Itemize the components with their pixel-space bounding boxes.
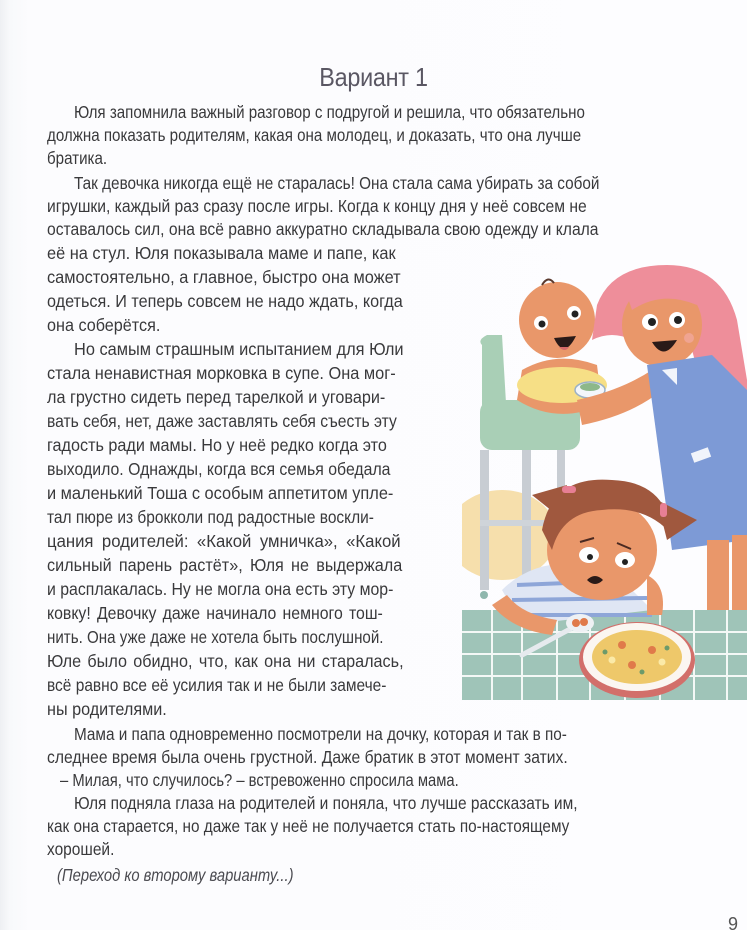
text-line: гадость ради мамы. Но у неё редко когда это (47, 435, 387, 455)
text-line: сильный парень растёт», Юля не выдержала (47, 555, 403, 575)
text-line: хорошей. (47, 839, 115, 859)
baby (517, 279, 607, 413)
text-line: всё равно все её усилия так и не были замече- (47, 675, 387, 695)
text-line: как она старается, но даже так у неё не получается стать по-настоящему (47, 816, 570, 836)
text-line: ны родителями. (47, 699, 167, 719)
page-title: Вариант 1 (319, 62, 428, 92)
text-line: выходило. Однажды, когда вся семья обедала (47, 459, 391, 479)
text-line: братика. (47, 148, 108, 168)
text-line: следнее время была очень грустной. Даже братик в этот момент затих. (47, 747, 568, 767)
text-line: Мама и папа одновременно посмотрели на дочку, которая и так в по- (74, 724, 567, 744)
text-line: Юля подняла глаза на родителей и поняла, что лучше рассказать им, (74, 793, 578, 813)
text-line: оставалось сил, она всё равно аккуратно складывала свою одежду и клала (47, 219, 599, 239)
footer-note: (Переход ко второму варианту...) (57, 865, 294, 885)
text-line: тал пюре из брокколи под радостные воскли- (47, 507, 374, 527)
text-line: ла грустно сидеть перед тарелкой и уговари- (47, 387, 386, 407)
text-line: Но самым страшным испытанием для Юли (74, 339, 404, 359)
text-line: Юля запомнила важный разговор с подругой и решила, что обязательно (74, 102, 585, 122)
text-line: вать себя, нет, даже заставлять себя съесть эту (47, 411, 397, 431)
text-line: она соберётся. (47, 315, 161, 335)
text-line: – Милая, что случилось? – встревоженно спросила мама. (60, 770, 459, 790)
text-line: и расплакалась. Ну не могла она есть эту мор- (47, 579, 394, 599)
text-line: ковку! Девочку даже начинало немного тош- (47, 603, 383, 623)
text-line: Юле было обидно, что, как она ни старалась, (47, 651, 404, 671)
text-line: нить. Она уже даже не хотела быть послушной. (47, 627, 384, 647)
text-line: самостоятельно, а главное, быстро она может (47, 267, 401, 287)
text-line: стала ненавистная морковка в супе. Она мог- (47, 363, 396, 383)
text-line: и маленький Тоша с особым аппетитом упле- (47, 483, 394, 503)
family-dinner-illustration (462, 250, 747, 700)
text-line: должна показать родителям, какая она молодец, и доказать, что она лучше (47, 125, 582, 145)
text-line: её на стул. Юля показывала маме и папе, как (47, 243, 396, 263)
page-number: 9 (728, 914, 739, 930)
text-line: одеться. И теперь совсем не надо ждать, когда (47, 291, 403, 311)
text-line: цания родителей: «Какой умничка», «Какой (47, 531, 401, 551)
text-line: игрушки, каждый раз сразу после игры. Когда к концу дня у неё совсем не (47, 196, 587, 216)
text-line: Так девочка никогда ещё не старалась! Она стала сама убирать за собой (74, 173, 600, 193)
